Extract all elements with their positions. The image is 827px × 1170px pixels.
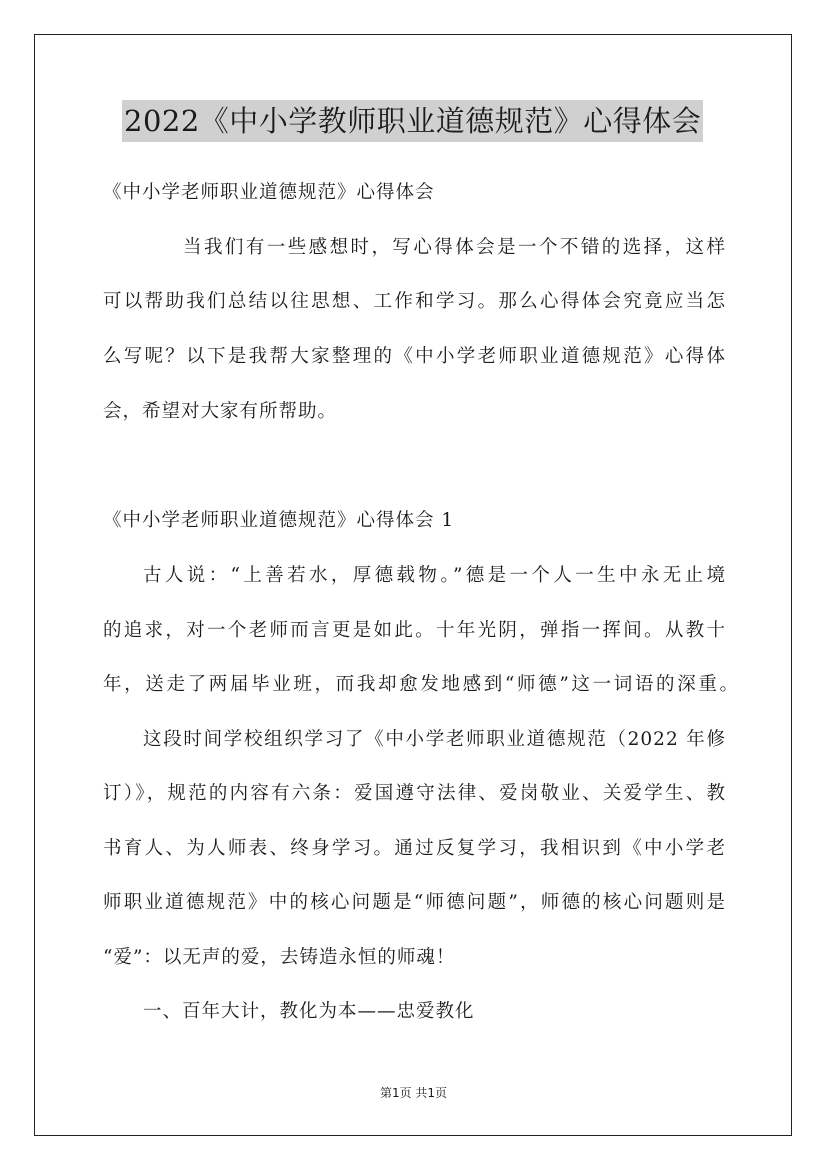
intro-line-4: 会，希望对大家有所帮助。 [103,401,338,422]
section-heading-2: 一、百年大计，教化为本——忠爱教化 [143,1001,475,1022]
intro-line-1: 当我们有一些感想时，写心得体会是一个不错的选择，这样 [183,237,726,258]
paragraph-2-line-1: 这段时间学校组织学习了《中小学老师职业道德规范（2022 年修 [143,729,726,750]
paragraph-2-line-3: 书育人、为人师表、终身学习。通过反复学习，我相识到《中小学老 [103,838,726,859]
subtitle-line: 《中小学老师职业道德规范》心得体会 [103,182,435,203]
intro-line-2: 可以帮助我们总结以往思想、工作和学习。那么心得体会究竟应当怎 [103,291,726,312]
page-footer: 第1页 共1页 [379,1086,448,1100]
document-title: 2022《中小学教师职业道德规范》心得体会 [122,100,703,142]
paragraph-1-line-1: 古人说：“上善若水，厚德载物。”德是一个人一生中永无止境 [143,565,726,586]
paragraph-2-line-5: “爱”：以无声的爱，去铸造永恒的师魂！ [103,947,456,968]
paragraph-1-line-2: 的追求，对一个老师而言更是如此。十年光阴，弹指一挥间。从教十 [103,620,726,641]
paragraph-1-line-3: 年，送走了两届毕业班，而我却愈发地感到“师德”这一词语的深重。 [103,674,739,695]
intro-line-3: 么写呢？以下是我帮大家整理的《中小学老师职业道德规范》心得体 [103,346,726,367]
paragraph-2-line-4: 师职业道德规范》中的核心问题是“师德问题”，师德的核心问题则是 [103,892,726,913]
paragraph-2-line-2: 订）》，规范的内容有六条：爱国遵守法律、爱岗敬业、关爱学生、教 [103,783,726,804]
section-heading-1: 《中小学老师职业道德规范》心得体会 1 [103,510,455,531]
